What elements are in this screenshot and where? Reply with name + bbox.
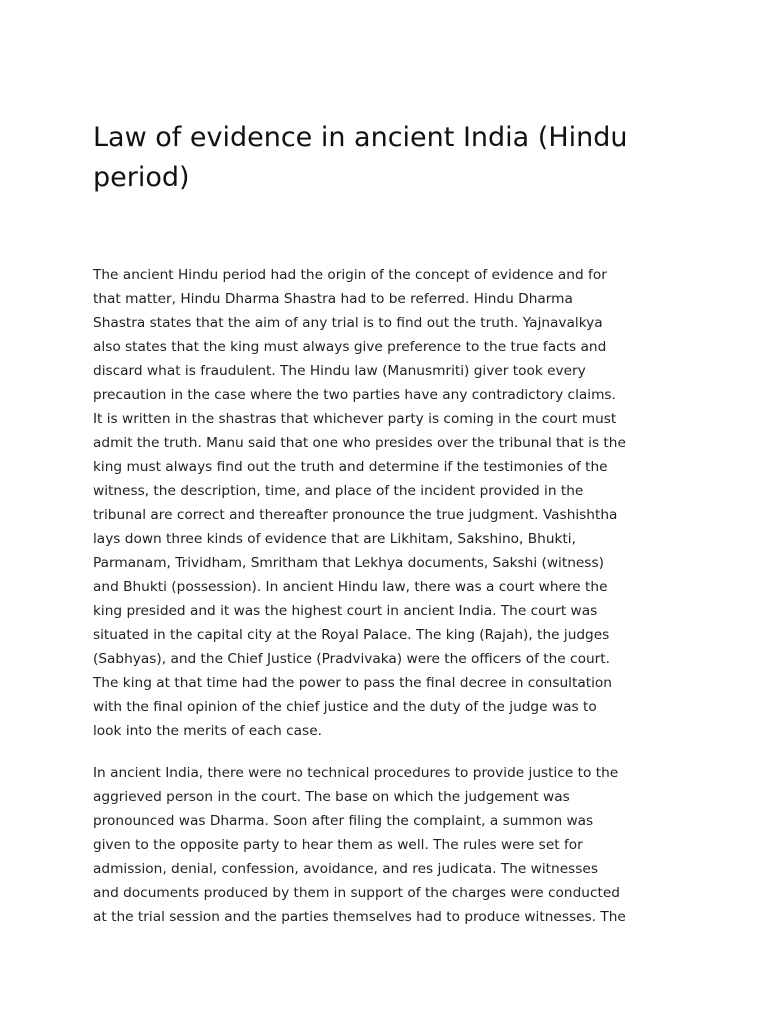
text-line: In ancient India, there were no technical procedures to provide justice to the (93, 765, 619, 781)
text-line: Shastra states that the aim of any trial is to find out the truth. Yajnavalkya (93, 315, 603, 331)
page-title (93, 118, 693, 198)
text-line: The king at that time had the power to pass the final decree in consultation (93, 675, 612, 691)
text-line: lays down three kinds of evidence that are Likhitam, Sakshino, Bhukti, (93, 531, 576, 547)
paragraph-2 (93, 761, 693, 929)
text-line: look into the merits of each case. (93, 723, 322, 739)
text-line: admission, denial, confession, avoidance, and res judicata. The witnesses (93, 861, 598, 877)
title-line: Law of evidence in ancient India (Hindu (93, 122, 628, 153)
text-line: given to the opposite party to hear them as well. The rules were set for (93, 837, 583, 853)
text-line: with the final opinion of the chief justice and the duty of the judge was to (93, 699, 597, 715)
text-line: situated in the capital city at the Royal Palace. The king (Rajah), the judges (93, 627, 610, 643)
text-line: witness, the description, time, and place of the incident provided in the (93, 483, 584, 499)
text-line: aggrieved person in the court. The base on which the judgement was (93, 789, 570, 805)
text-line: tribunal are correct and thereafter pronounce the true judgment. Vashishtha (93, 507, 618, 523)
text-line: (Sabhyas), and the Chief Justice (Pradvivaka) were the officers of the court. (93, 651, 610, 667)
paragraph-1 (93, 263, 693, 743)
text-line: admit the truth. Manu said that one who presides over the tribunal that is the (93, 435, 626, 451)
text-line: king must always find out the truth and determine if the testimonies of the (93, 459, 608, 475)
text-line: pronounced was Dharma. Soon after filing the complaint, a summon was (93, 813, 594, 829)
text-line: The ancient Hindu period had the origin of the concept of evidence and for (93, 267, 607, 283)
title-line: period) (93, 162, 190, 193)
text-line: also states that the king must always give preference to the true facts and (93, 339, 607, 355)
text-line: discard what is fraudulent. The Hindu law (Manusmriti) giver took every (93, 363, 586, 379)
text-line: It is written in the shastras that whichever party is coming in the court must (93, 411, 617, 427)
text-line: at the trial session and the parties themselves had to produce witnesses. The (93, 909, 626, 925)
text-line: that matter, Hindu Dharma Shastra had to be referred. Hindu Dharma (93, 291, 573, 307)
text-line: Parmanam, Trividham, Smritham that Lekhya documents, Sakshi (witness) (93, 555, 604, 571)
text-line: precaution in the case where the two parties have any contradictory claims. (93, 387, 616, 403)
text-line: and Bhukti (possession). In ancient Hindu law, there was a court where the (93, 579, 608, 595)
text-line: king presided and it was the highest court in ancient India. The court was (93, 603, 598, 619)
text-line: and documents produced by them in support of the charges were conducted (93, 885, 620, 901)
